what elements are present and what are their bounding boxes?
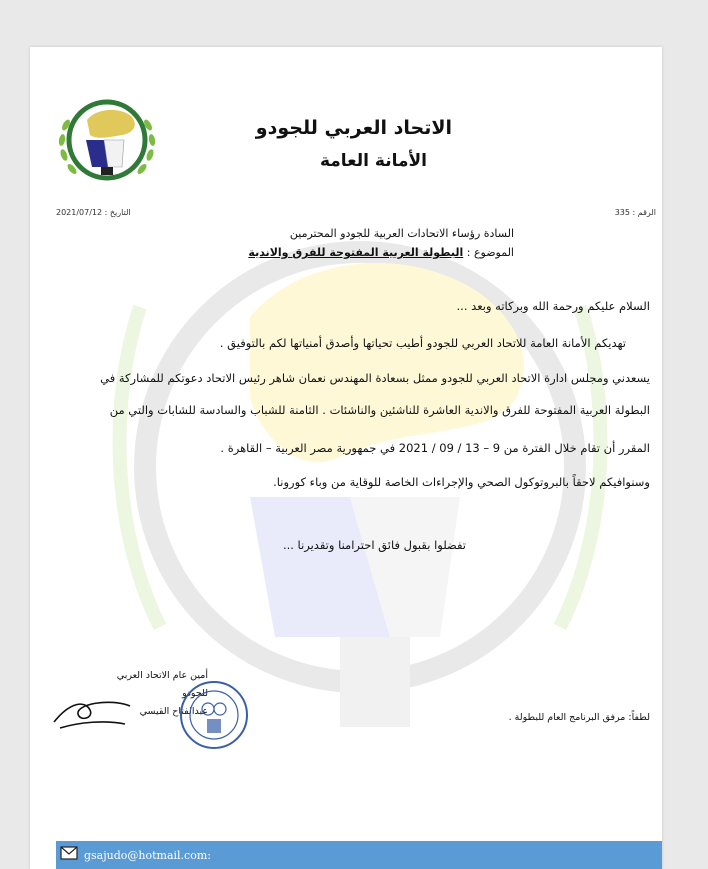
attachment-note: لطفاً: مرفق البرنامج العام للبطولة . (508, 712, 650, 723)
handwritten-signature (50, 692, 135, 732)
email-envelope-icon (60, 845, 78, 861)
body-paragraph-2-line-2: البطولة العربية المفتوحة للفرق والاندية العاشرة للناشئين والناشئات . الثامنة للشباب والسادسة للشابات والتي من (109, 403, 650, 417)
official-stamp (178, 679, 250, 751)
body-paragraph-2-line-1: يسعدني ومجلس ادارة الاتحاد العربي للجودو ممثل بسعادة المهندس نعمان شاهر رئيس الاتحاد دعوتكم للمشاركة في (100, 371, 650, 385)
footer-bar (56, 841, 662, 869)
signatory-role: أمين عام الاتحاد العربي للجودو (116, 670, 208, 700)
subject-prefix: الموضوع : (466, 246, 514, 259)
footer-email[interactable]: gsajudo@hotmail.com: (84, 849, 211, 862)
subject-text: البطولة العربية المفتوحة للفرق والاندية (248, 246, 464, 259)
general-secretariat-title: الأمانة العامة (319, 151, 427, 171)
letter-date: التاريخ : 2021/07/12 (56, 208, 131, 217)
greeting: السلام عليكم ورحمة الله وبركاته وبعد ... (456, 299, 650, 313)
addressee: السادة رؤساء الاتحادات العربية للجودو المحترمين (289, 227, 514, 240)
reference-number: الرقم : 335 (614, 208, 656, 217)
federation-name: الاتحاد العربي للجودو (255, 117, 452, 139)
letter-page (30, 47, 662, 869)
body-paragraph-1: تهديكم الأمانة العامة للاتحاد العربي للجودو أطيب تحياتها وأصدق أمنياتها لكم بالتوفيق . (219, 336, 626, 350)
federation-logo (52, 85, 162, 195)
subject-line (248, 246, 514, 259)
body-paragraph-3: وسنوافيكم لاحقاً بالبروتوكول الصحي والإجراءات الخاصة للوقاية من وباء كورونا. (273, 475, 650, 489)
closing-line: تفضلوا بقبول فائق احترامنا وتقديرنا ... (282, 538, 466, 552)
signatory-name: عبدالفتاح القيسي (139, 706, 208, 718)
body-paragraph-2-line-3: المقرر أن تقام خلال الفترة من 9 – 13 / 09 / 2021 في جمهورية مصر العربية – القاهرة . (220, 441, 650, 455)
